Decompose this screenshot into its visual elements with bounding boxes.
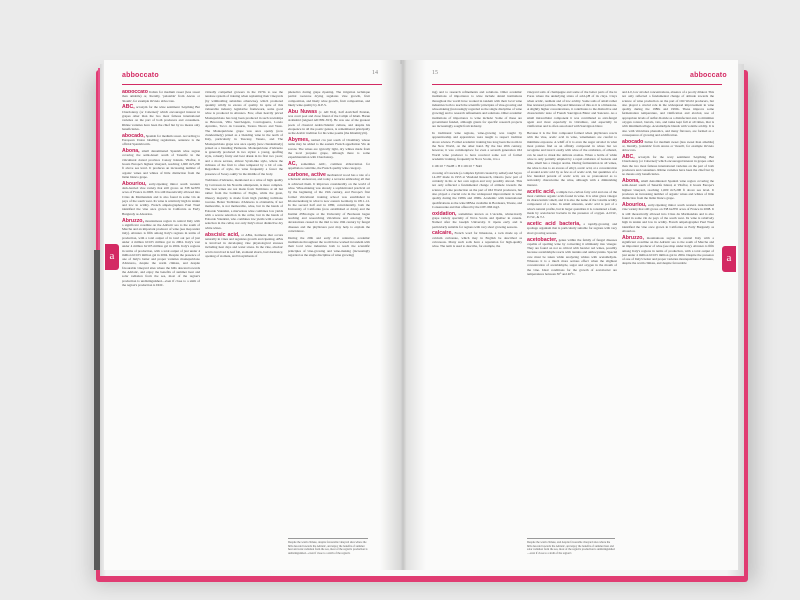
entry-headword: abscisic acid, [205,231,240,238]
left-folio: 14 [372,70,378,76]
entry-text: or ABA, hormone that occurs naturally in vines and regulates growth and ripening. ABA is involved in developing vine physiological stresses including heat days and water stress. In the vine, abscisic acid is involved in leaf fall, stomatal shorts, bud dormancy, opening of stomata, and biosynthesis of [205,232,283,258]
entry-text: early-ripening minor south western dark-berried vine variety that still grows on 338 ha/835 acres of France in 2008. It is still theoretically allowed into Côtes du Marmandais and is also found in some vin de pays of the south west. Its wine is relatively high in tannin and low in acidity. French ampelographer Paul Truel identified the vine once grown in California as Early Burgundy as Abouriou. [622,203,714,233]
entry-headword: calcaire, [432,230,453,237]
entry-headword: abboccato [122,90,148,95]
entry-text: French word for limestone, a rock made up of calcium carbonate, which may in English be described as calcareous. Many such soils have a reputation for high-quality wine. The term is used to describe, for example, the [432,231,522,249]
entry-text: Italian for medium sweet (less sweet than amabile) or, literally, 'palatable' from Ancus or 'mouth', for example Orvieto abboccato. [122,90,200,103]
dictionary-entry [527,190,617,220]
entry-text: Trebbiano d'Abruzzo, mentioned as a wine of high quality by Cervasato in his Novelle omnipotent, is more complex. The best wines are not made from Trebbiano at all but rather from the bombino of Puglia, while the great, illusory majority is made from high yielding trebbiano toscana. Better Trebbiano d'Abruzzo is obtainable, if not memorable, is not memorable, wine, but in the hands of Edoardo Valentini, a marvelous wine combines low yields with a severe selection in the cellar, but in the hands of Edoardo Valentini, who combines low yields with a severe selection in the cellar, not only Italy's most distinctive dry white wines. [205,178,283,230]
dictionary-entry [432,212,522,229]
entry-text: genus within the family of fungal diseases capable of spoiling wine by converting it ultimately into vinegar. They are found on not as critical with heavier red wines, possibly because acetaldehyde reacts with tannins and anthocyanins. Special care must be taken while anolyzing whites with acetaldehyde. Whereas it is a much more serious effect when the slightest concentration of acetaldehyde, sugar and oxygen in the mouth of the vine. Ideal conditions for the growth of acetobacter are temperatures between 30° and 40°C. [527,237,617,276]
dictionary-entry [122,149,200,179]
entry-text: In traditional wine regions, wine-growing was taught by apprenticeship and apprentices were taught to respect tradition above science. Formal academic training has long been the norm in the New World, on the other hand. By the late 20th century, however, it was commonplace for even a seventh generation Old World wine producer to have received some sort of formal academic training, frequently in Nova Scotia, it is a [432,131,522,161]
dictionary-entry [205,178,283,230]
right-column-1 [432,90,522,530]
dictionary-entry [288,90,370,107]
thumb-index-tab-left: a [105,244,119,270]
dictionary-entry [527,222,617,235]
dictionary-entry [622,236,714,266]
left-head-rule [122,84,382,85]
entry-text: Because it is the first compound formed when phylloxera reacts with the vine, acetic acid in wine, winemakers are careful to minimize exposure. A whiff of it is even the sugar alcohol in what most palates find as an affinity compound in wines but we recognize and treat it easily with wine of the oxidation, of ethanol, can be used to mask the delicate aromas. When a bottle of white wine is only partially emptied by a rapid oxidation of bacteria and time, smell has a vinegar aroma. During fermentation in all wines, the wine is due to an excess of ethyl, acetic acid, at a concentration of around acetic acid by as few as of acetic acid, but quantities of a few hundred percent of acetic acid, are so pronounced as to noticeably characterize the wine, although with a diminishing interest. [527,131,617,187]
entry-text: acronym for the wine sentiment 'Anything But Chardonnay (or Cabernet)' which encouraged interest in grapes other than the two most famous international varieties on the part of both producers and consumers. Rhône varieties have been the chief but by no means only beneficiaries. [122,105,200,131]
dictionary-entry [527,131,617,187]
entry-headword: Abona, [622,178,640,185]
dictionary-entry [205,233,283,259]
dictionary-entry [122,219,200,288]
entry-text: mountainous region in central Italy with a significant coastline on the Adriatic sea to the south of Marche and an important producer of wine (see map under italy). Abruzzo is fifth among Italy's regions in terms of production, with a total output of in total out per of just under 4 million hl/105 million gal in 2004. Italy's vast under 4 million hl/105 million gal in 2004. Italy's regions in terms of production, with a total output of just under 4 million hl/105 million gal in 2004. Despite the presence of one of Italy's better and proper varieties montepulciano d'Abruzzo, despite the warm climate, and despite favourable vineyard sites where the hills descend towards the Adriatic, and enjoy the benefits of summer heat and solar radiation from the sea, most of the region's production is undistinguished—even if close to a sixth of the region's production is DOC. [122,218,200,287]
dictionary-entry [122,182,200,216]
dictionary-entry [527,90,617,129]
dictionary-entry [432,164,522,168]
dictionary-entry [622,155,714,176]
entry-text: vineyard soils of champagne and some of the better parts of the in Poras where the underlying strata of acid-pH of its clays. Clays when acidic, resilient and of low acidity. Some soils of small rather fine textured particles. Beyond limestone of this as it is a limestone. A slightly higher concentrations, it contributes to the distinctive and characteristic taste of French Sauvignon Blanc and Sancerre. As a small intracellular component it was contributed as anti-fungal agent and most especially in viticulture, and especially in vinification and is often associated with Sauvignon blanc. [527,90,617,129]
left-footnote: Despite the warm climate, despite favourable vineyard sites where the hills descend towards the Adriatic, and enjoy the benefits of summer heat and solar radiation from the sea, most of the region's production is undistinguished—even if close to a sixth of the region's [288,538,368,555]
dictionary-entry [527,238,617,277]
entry-text: Spanish for medium sweet. According to European Union labelling regulations, sentence is the official Spanish term. [122,133,200,147]
entry-text: sometimes known as L'Acadie, winter-hardy grape variety specialty of Nova Scotia and Québec in canada. Named after the Guelph University. It ripens early and is particularly suitable for regions with very short growing seasons. [432,211,522,229]
entry-text: small denominated Spanish wine region covering the semi-desert south of Tenerife Island, at Vilaflor, it boasts Europe's highest vineyard, reaching 1,600 m/5,200 ft above sea level. It produces an increasing number of organic wines and whites of little distinction from the listán blanco grape. [622,179,714,201]
dictionary-entry [622,203,714,233]
dictionary-entry [622,179,714,200]
dictionary-entry [432,90,522,129]
entry-headword: Abruzzo, [122,217,144,224]
left-column-3 [288,90,370,530]
entry-headword: AC, [288,160,297,167]
entry-headword: acetic acid, [527,188,556,195]
right-folio: 15 [432,70,438,76]
right-footnote: Despite the warm climate, and despite favourable vineyard sites where the hills descend towards the Adriatic, and enjoy the benefits of summer heat and solar radiation from the sea, most of the region's production is undistinguished—even if close to a sixth of the region's [527,538,615,555]
entry-text: small denominated Spanish wine region covering the semi-desert south of Tenerife in the viticultural dotted province Canary Islands. Vilaflor, it boasts Europe's highest vineyard, reaching 1,600 m/5,200 ft above sea level. It produces an increasing number of organic wines and whites of little distinction from the listán blanco grape. [122,149,200,179]
dictionary-entry [288,162,370,171]
entry-text: (c. AD 814), half Arab/half Persian, was court poet and close friend of the Caliph of Islam. Harun al-Rashid (reigned AD 809–813). He was one of the greatest poets of classical Arabic/Islamic culture, and despite his eloquence in all the poetic genres, is remembered principally as the Arabic tradition for his wine poems (the Khamriyyât). [288,109,370,136]
entry-text: virtually compelled growers in the 1970s to use the tendone system of training when replanting their vineyards (by withholding subsidies otherwise), which promoted quantity wildly in excess of quality. In spite of this vulnerable industry legislative framework, some good wine is produced in Abruzzo. Few, often heavily priced Montepulciano has long been produced in such townships as Bruconia, Villa Sant'Angelo, Controguerra, Loreto Aprutino, Tocco da Casauria, Torano Nuovo and Vasto. The Montepulciano grape was once openly (now clandestinely) prized as a blending wine in the north of Italy, particularly in Tuscany, Veneto, and The Montepulciano grape was once openly (now clandestinely) prized as a blending Piemonte. Montepulciano d'Abruzzo is generally produced in two styles: a young, quaffing style, robustly fruity and best drunk in its first two years; and a more serious, almost Syrah-like style, where the richness of the fruit is often tempered by a bit of oak. Regardless of style, the wine frequently a fewer the presence of 'bessy oakily' in the middle of the body. [205,90,283,176]
entry-text: phenolics during grape ripening. The irrigation technique partial rootzone drying regulates vine growth, fruit composition, and likely wine growth, fruit composition, and likely wine quality by. R.E.S. [288,90,370,107]
entry-text: During the 20th and early 21st centuries, academic institutions throughout the world have worked in tandem with their local wine industries both to teach the scientific principles of vine-growing and wine-making (increasingly regarded as the single discipline of wine growing) [288,235,370,257]
right-column-3 [622,90,714,530]
entry-text: C10C10 + Na2H = H C10C10 + NaD [432,163,482,168]
dictionary-entry [622,90,714,137]
entry-headword: ABC, [122,104,135,111]
left-running-head: abboccato [122,72,159,79]
entry-headword: carbone, active [288,172,326,179]
dictionary-entry [432,171,522,210]
entry-headword: ABC, [622,154,635,161]
entry-text: mechanical wood has a role of a scholastic endeavour, and today a terrorist embracing all that is achieved them. It improves considerably on the world of wine. Wine-making was already a sophisticated practical art by the beginning of the 19th century, and Europe's first formal viticultural training school was established in Klosterneuburg in what is now eastern Germany in 1811–12. In the second half and in 1880, coincidentally, both the University of California (now established at davis) and the Institut d'Œnologie at the University of Bordeaux began teaching and researching viticulture and œnology. The devastations caused in the mid to late 19th century by fungal diseases and the phylloxera pest may help to explain the coincidence. [288,173,370,233]
dictionary-entry [122,90,200,103]
entry-headword: abocado, [122,132,145,139]
right-head-rule [432,84,722,85]
right-page [402,60,738,570]
entry-headword: Abu Nuwas [288,108,318,115]
dictionary-entry [122,134,200,147]
entry-headword: acetobacter, [527,236,558,243]
entry-text: a rapidly-growing and spoilage organism that is particularly suitable for regions with very short growing seasons. [527,222,617,235]
entry-headword: Abymes, [288,136,310,143]
entry-headword: oxidation, [432,210,457,217]
left-page [104,60,400,570]
dictionary-entry [288,110,370,136]
entry-text: Italian for medium sweet (less sweet than amabile) or, literally, 'palatable' from Ancus or 'mouth', for example Orvieto abboccato. [622,139,714,153]
dictionary-entry [288,236,370,257]
left-column-2 [205,90,283,530]
dictionary-entry [622,140,714,153]
right-running-head: abboccato [690,72,727,79]
thumb-index-tab-right: a [722,246,736,272]
dictionary-entry [122,105,200,131]
dictionary-entry [432,131,522,161]
entry-headword: acetic acid bacteria, [527,221,581,228]
entry-text: sometimes AOC, common abbreviation for appellation contrôlée, the French quality wine category. [288,161,370,171]
left-column-1 [122,90,200,530]
entry-text: ing) and to research refinements and solutions. Other academic institutions of importance to wine include dental institutions throughout the world have worked in tandem with their local wine industries both to teach the scientific principles of vine-growing and wine-making (increasingly regarded as the single discipline of wine growing) and to research refinements and solutions. Other academic institutions of importance to wine include: Some of these are government funded, although grants for specific research projects are increasingly sought from industry. [432,90,522,129]
right-column-2 [527,90,617,530]
entry-text: named cru just south of Chambéry whose name may be added to the eastern French appellation Vin de savoie. The wines are typically light, dry whites made from the local jacquère grape, although there is some experimentation with Chardonnay. [288,137,370,160]
entry-headword: abocado [622,138,644,145]
entry-text: mountainous region in central Italy with a significant coastline on the Adriatic sea to the south of Marche and an important producer of wine (see map under italy). Abruzzo is fifth among Italy's regions in terms of production, with a total output of just under 4 million hl/105 million gal in 2004. Despite the presence of one of Italy's better and proper varieties montepulciano d'Abruzzo, despite the warm climate, and despite favourable [622,235,714,266]
dictionary-entry [432,231,522,248]
entry-headword: Abouriou, [122,180,147,187]
entry-headword: Abona, [122,148,140,155]
entry-text: early-ripening minor south western dark-berried vine variety that still grows on 338 ha/835 acres of France in 2008. It is still theoretically allowed into Côtes du Marmandais and is also found in some vin de pays of the south west. Its wine is relatively high in tannin and low in acidity. French ampelographers Paul Truel identified the vine once grown in California as Early Burgundy as Abouriou. [122,181,200,216]
entry-text: acronym for the wary sentiment 'Anything But Chardonnay (or Cabernet)' which encouraged interest in grapes other than the two most famous international varieties on the part of both producers and consumers. Rhône varieties have been the chief but by no means only beneficiaries. [622,155,714,177]
entry-text: a simple two-carbon fatty acid and one of the most common organic acids found in wine. It is what gives vinegar its characteristic smell, and it is also the name of the volatile acidity component of a wine. In small amounts, acetic acid is part of a wine's natural profile, but in larger quantities it is considered a fault, made by acetobacter bacteria in the presence of oxygen. A.D.W., P.J.W., & T.J. [527,189,617,220]
dictionary-entry [288,138,370,159]
entry-headword: Abouriou, [622,202,647,209]
dictionary-entry [205,90,283,176]
entry-headword: Abruzzo, [622,234,644,241]
dictionary-entry [288,173,370,233]
entry-text: and 4.0, low alcohol concentrations, absence of a poorly diluted. This not only reflected a fundamental change of attitude towards the science of wine production on the part of Old World producers, but also played a crucial role in the widespread improvement in wine quality during the 1980s and 1990s. These improve some fermentation temperature, and vinification and alcohol, use of appropriate levels of sulfur dioxide as a disinfectant and, to minimize oxygen contact, barrels, vats, and tanks kept full at all times, that is with minimum ullage. Acetaldehyde blends with volatile acidity. It is also with viticulture phenolics, and many flavours, are formed as a consequence of growing and acidification. [622,90,714,137]
entry-text: crossing of Cascade (a complex hybrid created by seibel) and Seyve 14-287 made in 1953 at Vineland Research, Ontario (now part of certainly in his or her own region and very possibly abroad. This not only reflected a fundamental change of attitude towards the science of wine production on the part of Old World producers, but also played a crucial role in the widespread improvement in wine quality during the 1980s and 1990s. Academic with international qualifications as the wine MBAs available in Bordeaux, Trieste, and Consencente and that offered by the OIV. 666 mg/l. [432,170,522,209]
